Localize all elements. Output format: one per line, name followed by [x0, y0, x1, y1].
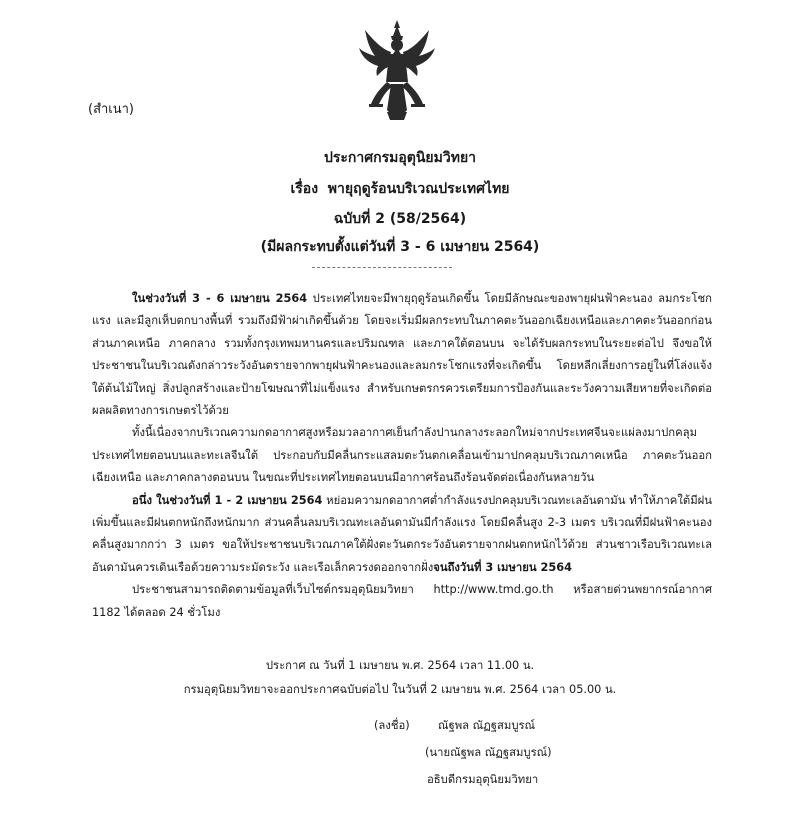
paragraph-1: [92, 288, 712, 422]
next-issue-note: กรมอุตุนิยมวิทยาจะออกประกาศฉบับต่อไป ในวันที่ 2 เมษายน พ.ศ. 2564 เวลา 05.00 น.: [183, 683, 617, 696]
effect-period: (มีผลกระทบตั้งแต่วันที่ 3 - 6 เมษายน 2564): [260, 239, 540, 255]
announcement-title: ประกาศกรมอุตุนิยมวิทยา: [323, 150, 477, 166]
issue-number: ฉบับที่ 2 (58/2564): [333, 211, 467, 227]
announced-date: ประกาศ ณ วันที่ 1 เมษายน พ.ศ. 2564 เวลา 11.00 น.: [265, 659, 535, 672]
signatory-fullname: (นายณัฐพล ณัฏฐสมบูรณ์): [425, 746, 552, 759]
announcement-body: [92, 288, 712, 624]
subject-label: เรื่อง: [290, 181, 319, 197]
p1-bold: ในช่วงวันที่ 3 - 6 เมษายน 2564: [132, 292, 308, 305]
signatory-name: ณัฐพล ณัฏฐสมบูรณ์: [438, 719, 536, 732]
paragraph-3: [92, 490, 712, 580]
p1-text: ประเทศไทยจะมีพายุฤดูร้อนเกิดขึ้น โดยมีลักษณะของพายุฝนฟ้าคะนอง ลมกระโชกแรง และมีลูกเห็บตกบางพื้นที่ รวมถึงมีฟ้าผ่าเกิดขึ้นด้วย โดยจะเริ่มมีผลกระทบในภาคตะวันออกเฉียงเหนือและภาคตะวันออกก่อน ส่วนภาคเหนือ ภาคกลาง รวมทั้งกรุงเทพมหานครและปริมณฑล และภาคใต้ตอนบน จะได้รับผลกระทบในระยะต่อไป จึงขอให้ประชาชนในบริเวณดังกล่าวระวังอันตรายจากพายุฝนฟ้าคะนองและลมกระโชกแรงที่จะเกิดขึ้น โดยหลีกเลี่ยงการอยู่ในที่โล่งแจ้ง ใต้ต้นไม้ใหญ่ สิ่งปลูกสร้างและป้ายโฆษณาที่ไม่แข็งแรง สำหรับเกษตรกรควรเตรียมการป้องกันและระวังความเสียหายที่จะเกิดต่อผลผลิตทางการเกษตรไว้ด้วย: [92, 292, 712, 418]
tmd-website-link[interactable]: http://www.tmd.go.th: [433, 583, 554, 597]
p4-post: หรือสายด่วนพยากรณ์อากาศ 1182 ได้ตลอด 24 ชั่วโมง: [92, 583, 713, 619]
signatory-position: อธิบดีกรมอุตุนิยมวิทยา: [427, 773, 539, 786]
paragraph-2: [92, 422, 712, 489]
p3-bold: อนึ่ง ในช่วงวันที่ 1 - 2 เมษายน 2564: [132, 493, 323, 507]
announcement-subject: [100, 178, 700, 200]
separator-line: [312, 267, 452, 268]
garuda-emblem-icon: [357, 18, 437, 122]
subject-text: พายุฤดูร้อนบริเวณประเทศไทย: [327, 181, 510, 197]
paragraph-4: [92, 579, 712, 624]
copy-label: (สำเนา): [88, 102, 135, 117]
p2-text: ทั้งนี้เนื่องจากบริเวณความกดอากาศสูงหรือมวลอากาศเย็นกำลังปานกลางระลอกใหม่จากประเทศจีนจะแผ่ลงมาปกคลุมประเทศไทยตอนบนและทะเลจีนใต้ ประกอบกับมีคลื่นกระแสลมตะวันตกเคลื่อนเข้ามาปกคลุมบริเวณภาคเหนือ ภาคตะวันออกเฉียงเหนือ และภาคกลางตอนบน ในขณะที่ประเทศไทยตอนบนมีอากาศร้อนถึงร้อนจัดต่อเนื่องกันหลายวัน: [92, 426, 712, 485]
p4-pre: ประชาชนสามารถติดตามข้อมูลที่เว็บไซต์กรมอุตุนิยมวิทยา: [132, 583, 414, 597]
p3-text: หย่อมความกดอากาศต่ำกำลังแรงปกคลุมบริเวณทะเลอันดามัน ทำให้ภาคใต้มีฝนเพิ่มขึ้นและมีฝนตกหนักถึงหนักมาก ส่วนคลื่นลมบริเวณทะเลอันดามันมีกำลังแรง โดยมีคลื่นสูง 2-3 เมตร บริเวณที่มีฝนฟ้าคะนองคลื่นสูงมากกว่า 3 เมตร ขอให้ประชาชนบริเวณภาคใต้ฝั่งตะวันตกระวังอันตรายจากฝนตกหนักไว้ด้วย ส่วนชาวเรือบริเวณทะเลอันดามันควรเดินเรือด้วยความระมัดระวัง และเรือเล็กควรงดออกจากฝั่ง: [92, 493, 712, 574]
p3-tail-bold: จนถึงวันที่ 3 เมษายน 2564: [433, 560, 572, 574]
signature-label: (ลงชื่อ): [374, 719, 410, 732]
